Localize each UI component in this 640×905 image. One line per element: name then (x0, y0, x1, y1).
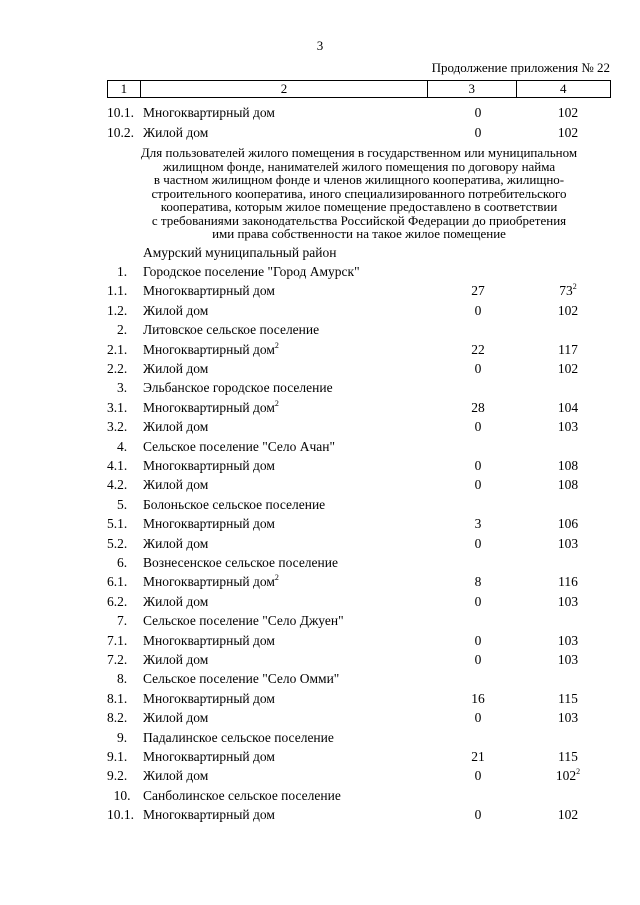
row-name-text: Жилой дом (143, 361, 209, 376)
row-name-text: Жилой дом (143, 594, 209, 609)
col4-value-text: 103 (557, 419, 579, 434)
col4-value-text: 103 (557, 652, 579, 667)
row-name-text: Многоквартирный дом (143, 516, 275, 531)
footnote-mark: 2 (274, 573, 279, 582)
col3-value: 0 (474, 125, 482, 140)
section-number: 3. (116, 380, 128, 395)
col3-value: 0 (474, 768, 482, 783)
table-row (0, 341, 640, 359)
section-header (0, 496, 640, 514)
col4-value-text: 102 (557, 303, 579, 318)
row-name (143, 360, 208, 378)
row-number: 6.2. (107, 594, 128, 609)
table-row (0, 302, 640, 320)
col4-value-text: 117 (558, 342, 578, 357)
col4-value (546, 632, 590, 650)
section-number: 7. (116, 613, 128, 628)
section-number: 6. (116, 555, 128, 570)
row-number: 5.1. (107, 516, 128, 531)
col4-value-text: 104 (557, 400, 579, 415)
col3-value: 0 (474, 633, 482, 648)
column-header-table (107, 80, 611, 98)
table-row (0, 399, 640, 417)
section-title: Эльбанское городское поселение (143, 380, 333, 395)
col3-value: 0 (474, 361, 482, 376)
table-row (0, 535, 640, 553)
col4-value-text: 103 (557, 536, 579, 551)
row-name-text: Многоквартирный дом (143, 633, 275, 648)
row-name (143, 573, 279, 591)
section-header (0, 438, 640, 456)
district-title: Амурский муниципальный район (143, 245, 337, 260)
row-number: 8.2. (107, 710, 128, 725)
col-header-3: 3 (428, 81, 516, 98)
col3-value: 0 (474, 710, 482, 725)
row-number: 10.1. (107, 105, 134, 120)
row-name (143, 651, 208, 669)
row-name (143, 457, 275, 475)
row-number: 5.2. (107, 536, 128, 551)
section-header (0, 554, 640, 572)
row-name (143, 476, 208, 494)
section-number: 1. (116, 264, 128, 279)
col-header-1: 1 (108, 81, 141, 98)
row-number: 8.1. (107, 691, 128, 706)
row-name (143, 515, 275, 533)
row-name-text: Многоквартирный дом (143, 105, 275, 120)
col4-value (546, 709, 590, 727)
row-name (143, 104, 275, 122)
col4-value (546, 399, 590, 417)
col3-value: 8 (474, 574, 482, 589)
col4-value (546, 767, 590, 785)
col4-value-text: 103 (557, 633, 579, 648)
row-name (143, 632, 275, 650)
col4-value (546, 806, 590, 824)
table-row (0, 476, 640, 494)
table-row (0, 124, 640, 142)
row-name-text: Жилой дом (143, 477, 209, 492)
col4-value-text: 73 (559, 283, 573, 298)
col4-value (546, 748, 590, 766)
row-number: 7.1. (107, 633, 128, 648)
table-row (0, 690, 640, 708)
section-title: Литовское сельское поселение (143, 322, 320, 337)
section-number: 4. (116, 439, 128, 454)
col3-value: 0 (474, 594, 482, 609)
row-number: 6.1. (107, 574, 128, 589)
col4-value-text: 102 (557, 105, 579, 120)
row-name-text: Многоквартирный дом (143, 574, 275, 589)
section-title: Сельское поселение "Село Омми" (143, 671, 340, 686)
category-paragraph (107, 146, 611, 241)
row-name (143, 709, 208, 727)
row-name-text: Многоквартирный дом (143, 807, 275, 822)
table-row (0, 748, 640, 766)
col3-value: 0 (474, 105, 482, 120)
col3-value: 16 (471, 691, 485, 706)
col4-value (546, 515, 590, 533)
section-header (0, 612, 640, 630)
table-row (0, 651, 640, 669)
row-name (143, 418, 208, 436)
section-header (0, 729, 640, 747)
row-name-text: Жилой дом (143, 125, 209, 140)
section-header (0, 787, 640, 805)
footnote-mark: 2 (274, 341, 279, 350)
row-number: 4.1. (107, 458, 128, 473)
row-number: 2.2. (107, 361, 128, 376)
row-name-text: Многоквартирный дом (143, 691, 275, 706)
col3-value: 0 (474, 652, 482, 667)
col4-value-text: 108 (557, 477, 579, 492)
col4-value (546, 418, 590, 436)
col-header-2: 2 (140, 81, 427, 98)
col4-value-text: 106 (557, 516, 579, 531)
section-header (0, 379, 640, 397)
section-number: 2. (116, 322, 128, 337)
col4-value (546, 593, 590, 611)
table-row (0, 593, 640, 611)
col4-value (546, 360, 590, 378)
paragraph-line: ими права собственности на такое жилое помещение (212, 226, 506, 241)
row-number: 10.1. (107, 807, 134, 822)
paragraph-line: с требованиями законодательства Российской Федерации до приобретения (151, 212, 567, 228)
row-number: 9.2. (107, 768, 128, 783)
col3-value: 0 (474, 807, 482, 822)
table-row (0, 282, 640, 300)
col4-value (546, 457, 590, 475)
col4-value-text: 116 (558, 574, 578, 589)
section-number: 10. (113, 788, 131, 803)
continuation-note: Продолжение приложения № 22 (431, 60, 610, 75)
row-name (143, 282, 275, 300)
col3-value: 0 (474, 536, 482, 551)
section-title: Сельское поселение "Село Ачан" (143, 439, 336, 454)
col4-value-text: 103 (557, 594, 579, 609)
row-number: 9.1. (107, 749, 128, 764)
row-name-text: Жилой дом (143, 419, 209, 434)
row-name-text: Жилой дом (143, 710, 209, 725)
row-number: 1.2. (107, 303, 128, 318)
row-name-text: Многоквартирный дом (143, 342, 275, 357)
row-name-text: Жилой дом (143, 768, 209, 783)
row-name (143, 535, 208, 553)
row-number: 4.2. (107, 477, 128, 492)
section-title: Падалинское сельское поселение (143, 730, 334, 745)
col4-value-text: 115 (558, 749, 578, 764)
col3-value: 3 (474, 516, 482, 531)
table-row (0, 573, 640, 591)
paragraph-line: кооператива, которым жилое помещение предоставлено в соответствии (160, 199, 558, 214)
col4-value-text: 108 (557, 458, 579, 473)
row-name-text: Жилой дом (143, 536, 209, 551)
col4-value-text: 102 (555, 768, 577, 783)
table-row (0, 515, 640, 533)
row-name (143, 593, 208, 611)
col4-value-text: 102 (557, 125, 579, 140)
table-row (0, 806, 640, 824)
section-number: 5. (116, 497, 128, 512)
row-number: 7.2. (107, 652, 128, 667)
footnote-mark: 2 (576, 767, 581, 776)
section-header (0, 263, 640, 281)
row-number: 3.2. (107, 419, 128, 434)
paragraph-line: в частном жилищном фонде и членов жилищного кооператива, жилищно- (153, 172, 565, 187)
col4-value (546, 651, 590, 669)
col3-value: 0 (474, 419, 482, 434)
col4-value (546, 690, 590, 708)
col4-value-text: 102 (557, 361, 579, 376)
col3-value: 21 (471, 749, 485, 764)
section-header (0, 670, 640, 688)
col4-value (546, 104, 590, 122)
col4-value-text: 102 (557, 807, 579, 822)
row-name (143, 806, 275, 824)
col3-value: 27 (471, 283, 485, 298)
row-number: 10.2. (107, 125, 134, 140)
col-header-4: 4 (516, 81, 610, 98)
col4-value (546, 302, 590, 320)
table-row (0, 104, 640, 122)
col4-value-text: 115 (558, 691, 578, 706)
row-name (143, 341, 279, 359)
footnote-mark: 2 (572, 282, 577, 291)
col4-value (546, 124, 590, 142)
col4-value-text: 103 (557, 710, 579, 725)
row-name-text: Многоквартирный дом (143, 458, 275, 473)
row-name (143, 767, 208, 785)
row-number: 1.1. (107, 283, 128, 298)
paragraph-line: жилищном фонде, нанимателей жилого помещения по договору найма (162, 158, 556, 174)
row-name (143, 302, 208, 320)
col4-value (546, 573, 590, 591)
col4-value (546, 282, 590, 300)
table-row (0, 457, 640, 475)
table-row (0, 418, 640, 436)
paragraph-line: строительного кооператива, иного специализированного потребительского (151, 185, 567, 201)
table-row (0, 767, 640, 785)
section-number: 9. (116, 730, 128, 745)
col3-value: 28 (471, 400, 485, 415)
section-header (0, 321, 640, 339)
col4-value (546, 535, 590, 553)
col3-value: 0 (474, 303, 482, 318)
paragraph-line: Для пользователей жилого помещения в государственном или муниципальном (140, 145, 578, 160)
row-name-text: Многоквартирный дом (143, 749, 275, 764)
row-name-text: Жилой дом (143, 652, 209, 667)
section-title: Сельское поселение "Село Джуен" (143, 613, 344, 628)
table-row (0, 632, 640, 650)
row-name (143, 748, 275, 766)
col3-value: 22 (471, 342, 485, 357)
col3-value: 0 (474, 477, 482, 492)
section-title: Вознесенское сельское поселение (143, 555, 338, 570)
row-number: 3.1. (107, 400, 128, 415)
section-title: Санболинское сельское поселение (143, 788, 341, 803)
section-title: Болоньское сельское поселение (143, 497, 326, 512)
table-row (0, 709, 640, 727)
table-row (0, 360, 640, 378)
section-number: 8. (116, 671, 128, 686)
col3-value: 0 (474, 458, 482, 473)
row-name (143, 124, 208, 142)
row-number: 2.1. (107, 342, 128, 357)
footnote-mark: 2 (274, 399, 279, 408)
row-name (143, 399, 279, 417)
row-name (143, 690, 275, 708)
row-name-text: Многоквартирный дом (143, 400, 275, 415)
row-name-text: Многоквартирный дом (143, 283, 275, 298)
col4-value (546, 341, 590, 359)
col4-value (546, 476, 590, 494)
section-title: Городское поселение "Город Амурск" (143, 264, 360, 279)
page-number: 3 (316, 38, 324, 53)
row-name-text: Жилой дом (143, 303, 209, 318)
